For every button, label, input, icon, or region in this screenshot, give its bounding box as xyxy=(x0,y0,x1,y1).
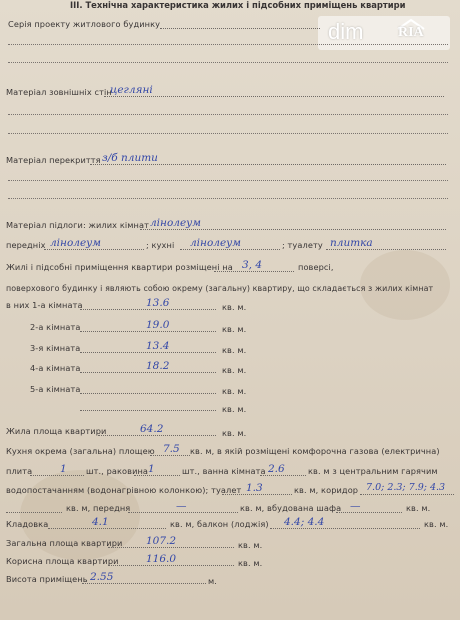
walls-dots xyxy=(104,96,444,97)
walls-label: Матеріал зовнішніх стін xyxy=(6,87,112,97)
sink-value: 1 xyxy=(148,463,155,475)
height-value: 2.55 xyxy=(90,571,114,583)
pantry-label: Кладовка xyxy=(6,519,49,529)
useful-dots xyxy=(108,565,234,566)
watermark-brand-right: RIA xyxy=(398,25,424,40)
useful-value: 116.0 xyxy=(146,553,177,565)
kitchen-floor-value: лінолеум xyxy=(190,237,241,249)
kitchen-area-dots xyxy=(150,455,190,456)
ceiling-value: з/б плити xyxy=(102,152,158,164)
total-dots xyxy=(108,547,234,548)
stove-value: 1 xyxy=(60,463,67,475)
living-unit: кв. м. xyxy=(222,428,247,438)
room2-label: 2-а кімната xyxy=(30,322,81,332)
blank-line xyxy=(8,114,448,115)
toilet-floor-label: ; туалету xyxy=(282,240,323,250)
room3-value: 13.4 xyxy=(146,340,170,352)
corridor-dots xyxy=(360,494,454,495)
bath-dots xyxy=(260,475,306,476)
series-dots xyxy=(160,28,320,29)
ceiling-label: Матеріал перекриття xyxy=(6,155,101,165)
watermark-brand-left: dim xyxy=(328,19,364,44)
room1-label: в них 1-а кімната xyxy=(6,300,83,310)
closet-dots xyxy=(336,512,402,513)
height-dots xyxy=(82,583,206,584)
stove-unit: шт., раковина xyxy=(86,466,149,476)
room2-dots xyxy=(80,331,216,332)
blank-line xyxy=(8,44,448,45)
hallway-value: — xyxy=(176,500,187,512)
corridor-value: 7.0; 2.3; 7.9; 4.3 xyxy=(366,482,446,493)
hallway-label: кв. м, передня xyxy=(66,503,131,513)
pantry-dots xyxy=(48,528,166,529)
room2-value: 19.0 xyxy=(146,319,170,331)
floor-label: Матеріал підлоги: жилих кімнат xyxy=(6,220,149,230)
closet-label: кв. м, вбудована шафа xyxy=(240,503,342,513)
room-extra-unit: кв. м. xyxy=(222,404,247,414)
building-text: поверхового будинку і являють собою окрему (загальну) квартиру, що складається з жилих кімнат xyxy=(6,284,434,293)
room4-label: 4-а кімната xyxy=(30,363,81,373)
placed-label: Жилі і підсобні приміщення квартири розміщені на xyxy=(6,262,233,272)
closet-unit: кв. м. xyxy=(406,503,431,513)
room1-unit: кв. м. xyxy=(222,302,247,312)
room5-unit: кв. м. xyxy=(222,386,247,396)
blank-line xyxy=(8,198,448,199)
placed-suffix: поверсі, xyxy=(298,262,334,272)
height-label: Висота приміщень xyxy=(6,574,88,584)
blank-line xyxy=(8,180,448,181)
room2-unit: кв. м. xyxy=(222,324,247,334)
balcony-dots xyxy=(270,528,420,529)
living-dots xyxy=(98,435,216,436)
sink-dots xyxy=(134,475,180,476)
floor-rooms-value: лінолеум xyxy=(150,217,201,229)
living-label: Жила площа квартири xyxy=(6,426,107,436)
walls-value: цегляні xyxy=(110,84,153,96)
balcony-value: 4.4; 4.4 xyxy=(284,516,325,528)
placed-value: 3, 4 xyxy=(242,259,263,271)
toilet-floor-value: плитка xyxy=(330,237,373,249)
room3-dots xyxy=(80,352,216,353)
corridor-label: кв. м, коридор xyxy=(294,485,359,495)
room1-dots xyxy=(80,309,216,310)
toilet-area-value: 1.3 xyxy=(246,482,263,494)
total-label: Загальна площа квартири xyxy=(6,538,123,548)
room1-value: 13.6 xyxy=(146,297,170,309)
height-unit: м. xyxy=(208,576,217,586)
closet-value: — xyxy=(350,500,361,512)
blank-line xyxy=(8,62,448,63)
ceiling-dots xyxy=(90,164,446,165)
room5-label: 5-а кімната xyxy=(30,384,81,394)
placed-dots xyxy=(214,271,294,272)
section-title: III. Технічна характеристика жилих і підсобних приміщень квартири xyxy=(70,0,406,10)
kitchen-area-label: Кухня окрема (загальна) площею xyxy=(6,446,155,456)
room5-dots xyxy=(80,393,216,394)
stove-label: плита xyxy=(6,466,33,476)
room3-label: 3-я кімната xyxy=(30,343,81,353)
total-value: 107.2 xyxy=(146,535,177,547)
kitchen-floor-label: ; кухні xyxy=(146,240,175,250)
hall-dots xyxy=(44,249,144,250)
kitchen-area-suffix: кв. м, в якій розміщені комфорочна газова (електрична) xyxy=(190,446,440,456)
room4-value: 18.2 xyxy=(146,360,170,372)
balcony-label: кв. м, балкон (лоджія) xyxy=(170,519,269,529)
water-label: водопостачанням (водонагрівною колонкою); туалет xyxy=(6,485,242,495)
hall-floor-value: лінолеум xyxy=(50,237,101,249)
kitchen-dots xyxy=(180,249,280,250)
balcony-unit: кв. м. xyxy=(424,519,449,529)
toilet-area-dots xyxy=(222,494,292,495)
hallway-lead-dots xyxy=(6,512,62,513)
room4-unit: кв. м. xyxy=(222,365,247,375)
room4-dots xyxy=(80,372,216,373)
room-extra-dots xyxy=(80,410,216,411)
bath-value: 2.6 xyxy=(268,463,285,475)
hallway-dots xyxy=(128,512,238,513)
living-value: 64.2 xyxy=(140,423,164,435)
stove-dots xyxy=(30,475,84,476)
total-unit: кв. м. xyxy=(238,540,263,550)
kitchen-area-value: 7.5 xyxy=(163,443,180,455)
hall-floor-label: передніх xyxy=(6,240,46,250)
useful-label: Корисна площа квартири xyxy=(6,556,119,566)
pantry-value: 4.1 xyxy=(92,516,109,528)
bath-label: шт., ванна кімната xyxy=(182,466,266,476)
series-label: Серія проекту житлового будинку xyxy=(8,19,161,29)
useful-unit: кв. м. xyxy=(238,558,263,568)
bath-suffix: кв. м з центральним гарячим xyxy=(308,466,438,476)
blank-line xyxy=(8,133,448,134)
floor-dots xyxy=(140,229,446,230)
toilet-dots xyxy=(326,249,446,250)
room3-unit: кв. м. xyxy=(222,345,247,355)
